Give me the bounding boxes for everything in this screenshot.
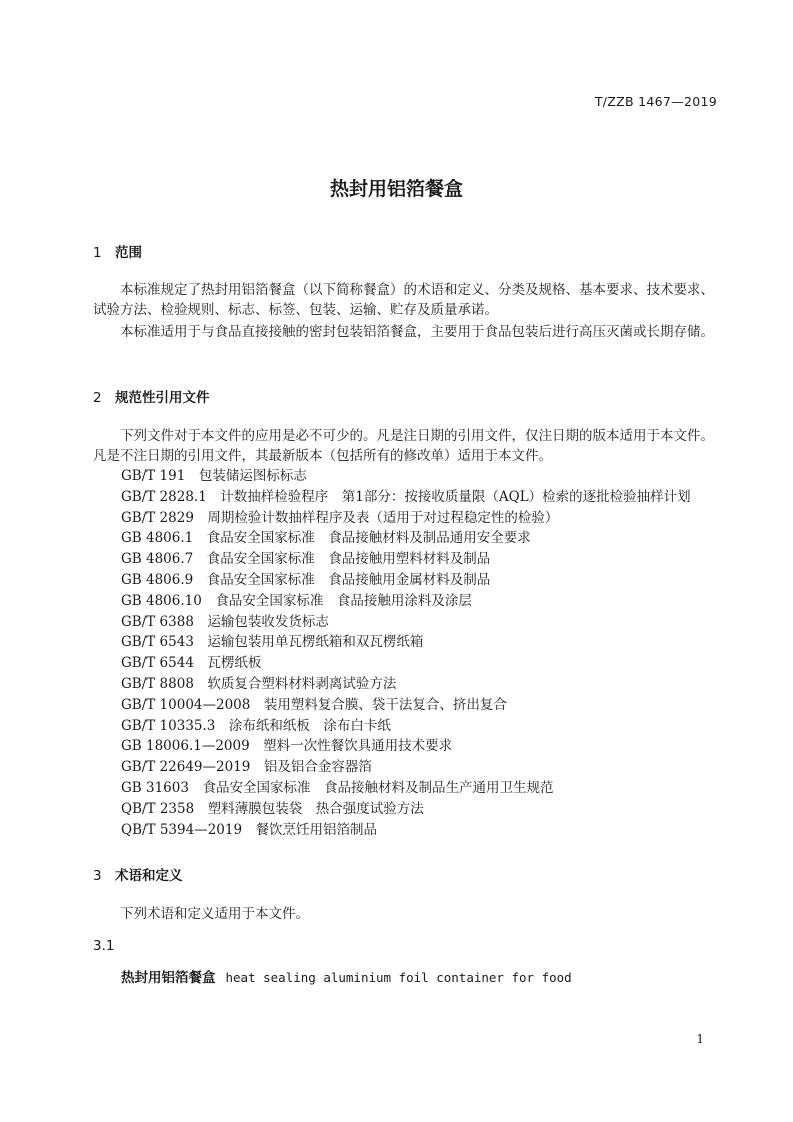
reference-item: GB/T 2829 周期检验计数抽样程序及表（适用于对过程稳定性的检验）	[121, 509, 559, 526]
reference-item: GB 4806.10 食品安全国家标准 食品接触用涂料及涂层	[121, 592, 472, 609]
page-number: 1	[696, 1032, 704, 1046]
term-entry	[121, 966, 572, 986]
section-heading-scope	[93, 241, 142, 261]
section-heading-normative-references	[93, 386, 210, 406]
reference-item: GB 4806.1 食品安全国家标准 食品接触材料及制品通用安全要求	[121, 530, 531, 547]
document-title: 热封用铝箔餐盒	[329, 178, 463, 200]
reference-item: QB/T 5394—2019 餐饮烹饪用铝箔制品	[121, 821, 378, 838]
section-number: 3	[93, 868, 102, 884]
term-english: heat sealing aluminium foil container for food	[225, 970, 572, 985]
section-title: 术语和定义	[115, 868, 183, 884]
references-intro-paragraph: 下列文件对于本文件的应用是必不可少的。凡是注日期的引用文件，仅注日期的版本适用于本文件。凡是不注日期的引用文件，其最新版本（包括所有的修改单）适用于本文件。	[93, 428, 714, 464]
terms-intro-paragraph: 下列术语和定义适用于本文件。	[120, 906, 309, 922]
section-number: 1	[93, 245, 102, 261]
section-title: 规范性引用文件	[115, 390, 210, 406]
reference-item: GB 4806.9 食品安全国家标准 食品接触用金属材料及制品	[121, 571, 491, 588]
reference-item: GB 18006.1—2009 塑料一次性餐饮具通用技术要求	[121, 738, 453, 755]
reference-item: GB/T 10004—2008 装用塑料复合膜、袋干法复合、挤出复合	[121, 696, 507, 713]
reference-item: GB/T 6543 运输包装用单瓦楞纸箱和双瓦楞纸箱	[121, 634, 424, 651]
reference-item: QB/T 2358 塑料薄膜包装袋 热合强度试验方法	[121, 800, 424, 817]
reference-item: GB 4806.7 食品安全国家标准 食品接触用塑料材料及制品	[121, 551, 491, 568]
reference-item: GB 31603 食品安全国家标准 食品接触材料及制品生产通用卫生规范	[121, 779, 554, 796]
term-chinese: 热封用铝箔餐盒	[121, 970, 216, 986]
reference-item: GB/T 191 包装储运图标标志	[121, 468, 307, 484]
reference-item: GB/T 10335.3 涂布纸和纸板 涂布白卡纸	[121, 717, 391, 734]
reference-list	[121, 466, 691, 840]
standard-code: T/ZZB 1467—2019	[594, 94, 717, 109]
scope-paragraph-1: 本标准规定了热封用铝箔餐盒（以下简称餐盒）的术语和定义、分类及规格、基本要求、技术要求、试验方法、检验规则、标志、标签、包装、运输、贮存及质量承诺。	[93, 282, 714, 318]
scope-paragraph-2: 本标准适用于与食品直接接触的密封包装铝箔餐盒，主要用于食品包装后进行高压灭菌或长期存储。	[120, 324, 714, 340]
reference-item: GB/T 2828.1 计数抽样检验程序 第1部分：按接收质量限（AQL）检索的逐批检验抽样计划	[121, 488, 691, 505]
reference-item: GB/T 22649—2019 铝及铝合金容器箔	[121, 759, 372, 776]
reference-item: GB/T 6544 瓦楞纸板	[121, 655, 262, 672]
clause-number: 3.1	[93, 938, 115, 954]
section-heading-terms-definitions	[93, 864, 183, 884]
reference-item: GB/T 8808 软质复合塑料材料剥离试验方法	[121, 675, 397, 692]
reference-item: GB/T 6388 运输包装收发货标志	[121, 613, 329, 630]
section-title: 范围	[115, 245, 142, 261]
section-number: 2	[93, 390, 102, 406]
